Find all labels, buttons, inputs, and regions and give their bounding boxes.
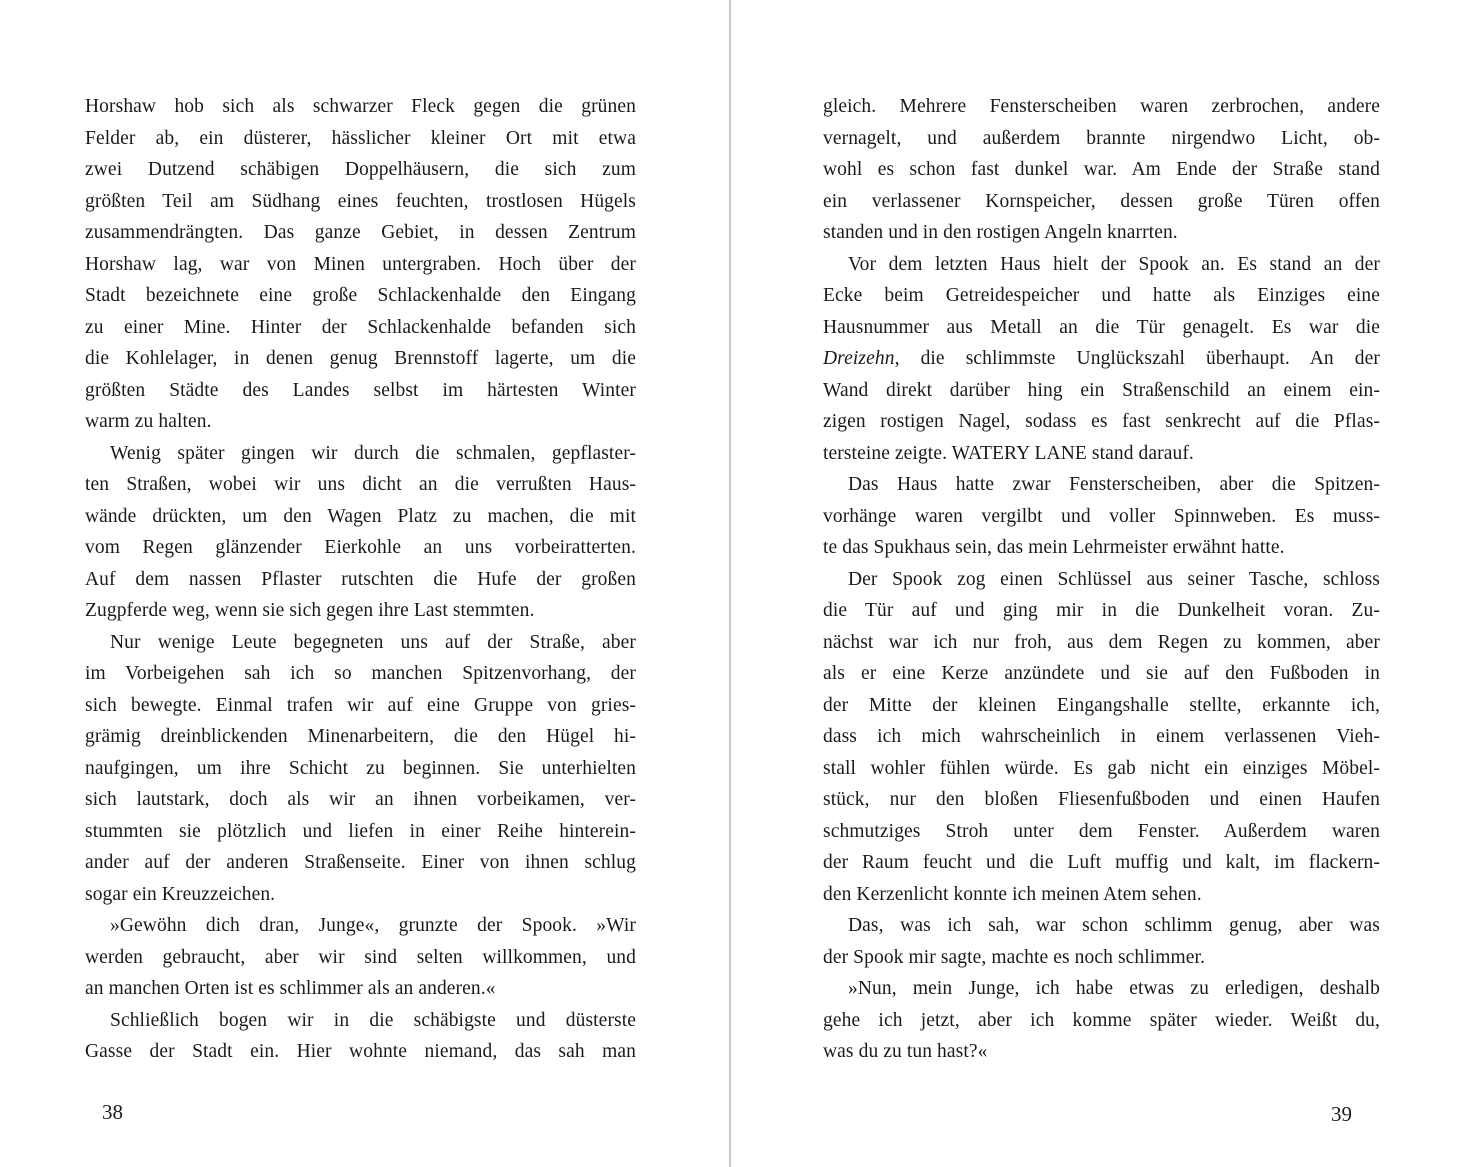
text-line: Nur wenige Leute begegneten uns auf der Straße, aber bbox=[110, 631, 636, 653]
text-line: die Tür auf und ging mir in die Dunkelheit voran. Zu- bbox=[823, 600, 1380, 621]
text-line bbox=[823, 343, 1380, 375]
text-line: zusammendrängten. Das ganze Gebiet, in dessen Zentrum bbox=[85, 222, 636, 243]
text-segment: , die schlimmste Unglückszahl überhaupt. An der bbox=[894, 348, 1380, 369]
text-line: naufgingen, um ihre Schicht zu beginnen. Sie unterhielten bbox=[85, 757, 636, 779]
text-line: der Spook mir sagte, machte es noch schlimmer. bbox=[823, 946, 1206, 968]
text-line: Horshaw hob sich als schwarzer Fleck gegen die grünen bbox=[85, 96, 636, 117]
text-line: zu einer Mine. Hinter der Schlackenhalde befanden sich bbox=[85, 316, 636, 338]
text-line: Der Spook zog einen Schlüssel aus seiner Tasche, schloss bbox=[848, 568, 1380, 590]
text-line: der Raum feucht und die Luft muffig und kalt, im flackern- bbox=[823, 852, 1380, 873]
text-line: ten Straßen, wobei wir uns dicht an die verrußten Haus- bbox=[85, 474, 636, 495]
text-line: Das Haus hatte zwar Fensterscheiben, aber die Spitzen- bbox=[848, 474, 1380, 495]
text-line: wände drückten, um den Wagen Platz zu machen, die mit bbox=[85, 505, 636, 527]
text-line: Felder ab, ein düsterer, hässlicher kleiner Ort mit etwa bbox=[85, 127, 636, 149]
text-line: zwei Dutzend schäbigen Doppelhäusern, die sich zum bbox=[85, 159, 636, 180]
text-line: an manchen Orten ist es schlimmer als an anderen.« bbox=[85, 978, 496, 999]
text-line: »Gewöhn dich dran, Junge«, grunzte der Spook. »Wir bbox=[110, 915, 636, 936]
text-line: sich lautstark, doch als wir an ihnen vorbeikamen, ver- bbox=[85, 789, 636, 810]
text-line: größten Teil am Südhang eines feuchten, trostlosen Hügels bbox=[85, 190, 636, 212]
text-line: dass ich mich wahrscheinlich in einem verlassenen Vieh- bbox=[823, 726, 1380, 747]
text-line: vernagelt, und außerdem brannte nirgendwo Licht, ob- bbox=[823, 127, 1380, 149]
text-line: stummten sie plötzlich und liefen in einer Reihe hinterein- bbox=[85, 820, 636, 842]
text-line: die Kohlelager, in denen genug Brennstoff lagerte, um die bbox=[85, 348, 636, 369]
page-number-left: 38 bbox=[102, 1100, 123, 1124]
text-line: stall wohler fühlen würde. Es gab nicht ein einziges Möbel- bbox=[823, 757, 1380, 779]
text-line: Auf dem nassen Pflaster rutschten die Hufe der großen bbox=[85, 568, 636, 590]
text-line: ein verlassener Kornspeicher, dessen große Türen offen bbox=[823, 190, 1380, 212]
text-line: wohl es schon fast dunkel war. Am Ende der Straße stand bbox=[823, 159, 1380, 180]
text-line: als er eine Kerze anzündete und sie auf den Fußboden in bbox=[823, 663, 1380, 684]
text-line: vom Regen glänzender Eierkohle an uns vorbeiratterten. bbox=[85, 537, 636, 558]
page-right-text-column bbox=[823, 91, 1380, 1068]
text-line: vorhänge waren vergilbt und voller Spinnweben. Es muss- bbox=[823, 505, 1380, 527]
italic-text-segment: Dreizehn bbox=[823, 348, 895, 369]
text-line: Horshaw lag, war von Minen untergraben. Hoch über der bbox=[85, 253, 636, 275]
text-line: te das Spukhaus sein, das mein Lehrmeister erwähnt hatte. bbox=[823, 537, 1285, 558]
text-line: schmutziges Stroh unter dem Fenster. Außerdem waren bbox=[823, 820, 1380, 842]
text-line: nächst war ich nur froh, aus dem Regen zu kommen, aber bbox=[823, 631, 1380, 653]
text-line: gehe ich jetzt, aber ich komme später wieder. Weißt du, bbox=[823, 1009, 1380, 1031]
text-line: Stadt bezeichnete eine große Schlackenhalde den Eingang bbox=[85, 285, 636, 306]
text-line: standen und in den rostigen Angeln knarrten. bbox=[823, 222, 1178, 243]
page-gutter-divider bbox=[729, 0, 731, 1167]
text-line: Zugpferde weg, wenn sie sich gegen ihre Last stemmten. bbox=[85, 600, 535, 621]
text-line: zigen rostigen Nagel, sodass es fast senkrecht auf die Pflas- bbox=[823, 411, 1380, 432]
text-line: Hausnummer aus Metall an die Tür genagelt. Es war die bbox=[823, 316, 1380, 338]
text-line: grämig dreinblickenden Minenarbeitern, die den Hügel hi- bbox=[85, 726, 636, 747]
text-line: werden gebraucht, aber wir sind selten willkommen, und bbox=[85, 946, 636, 968]
text-line: »Nun, mein Junge, ich habe etwas zu erledigen, deshalb bbox=[848, 978, 1380, 999]
text-line: was du zu tun hast?« bbox=[823, 1041, 988, 1062]
text-line: Wenig später gingen wir durch die schmalen, gepflaster- bbox=[110, 442, 636, 464]
text-line: größten Städte des Landes selbst im härtesten Winter bbox=[85, 379, 636, 401]
text-line: sich bewegte. Einmal trafen wir auf eine Gruppe von gries- bbox=[85, 694, 636, 716]
page-number-right: 39 bbox=[1331, 1102, 1352, 1126]
page-left-text-column bbox=[85, 91, 636, 1068]
text-line: der Mitte der kleinen Eingangshalle stellte, erkannte ich, bbox=[823, 694, 1380, 716]
text-line: warm zu halten. bbox=[85, 411, 212, 432]
text-line: ander auf der anderen Straßenseite. Einer von ihnen schlug bbox=[85, 852, 636, 873]
text-line: stück, nur den bloßen Fliesenfußboden und einen Haufen bbox=[823, 789, 1380, 810]
text-line: Vor dem letzten Haus hielt der Spook an. Es stand an der bbox=[848, 253, 1380, 275]
text-line: den Kerzenlicht konnte ich meinen Atem sehen. bbox=[823, 883, 1202, 905]
text-line: Ecke beim Getreidespeicher und hatte als Einziges eine bbox=[823, 285, 1380, 306]
text-line: Gasse der Stadt ein. Hier wohnte niemand, das sah man bbox=[85, 1041, 636, 1062]
text-line: Wand direkt darüber hing ein Straßenschild an einem ein- bbox=[823, 379, 1380, 401]
text-line: im Vorbeigehen sah ich so manchen Spitzenvorhang, der bbox=[85, 663, 636, 684]
text-line: Das, was ich sah, war schon schlimm genug, aber was bbox=[848, 915, 1380, 936]
text-line: sogar ein Kreuzzeichen. bbox=[85, 883, 276, 905]
text-line: gleich. Mehrere Fensterscheiben waren zerbrochen, andere bbox=[823, 96, 1380, 117]
text-line: tersteine zeigte. WATERY LANE stand darauf. bbox=[823, 442, 1194, 464]
text-line: Schließlich bogen wir in die schäbigste und düsterste bbox=[110, 1009, 636, 1031]
